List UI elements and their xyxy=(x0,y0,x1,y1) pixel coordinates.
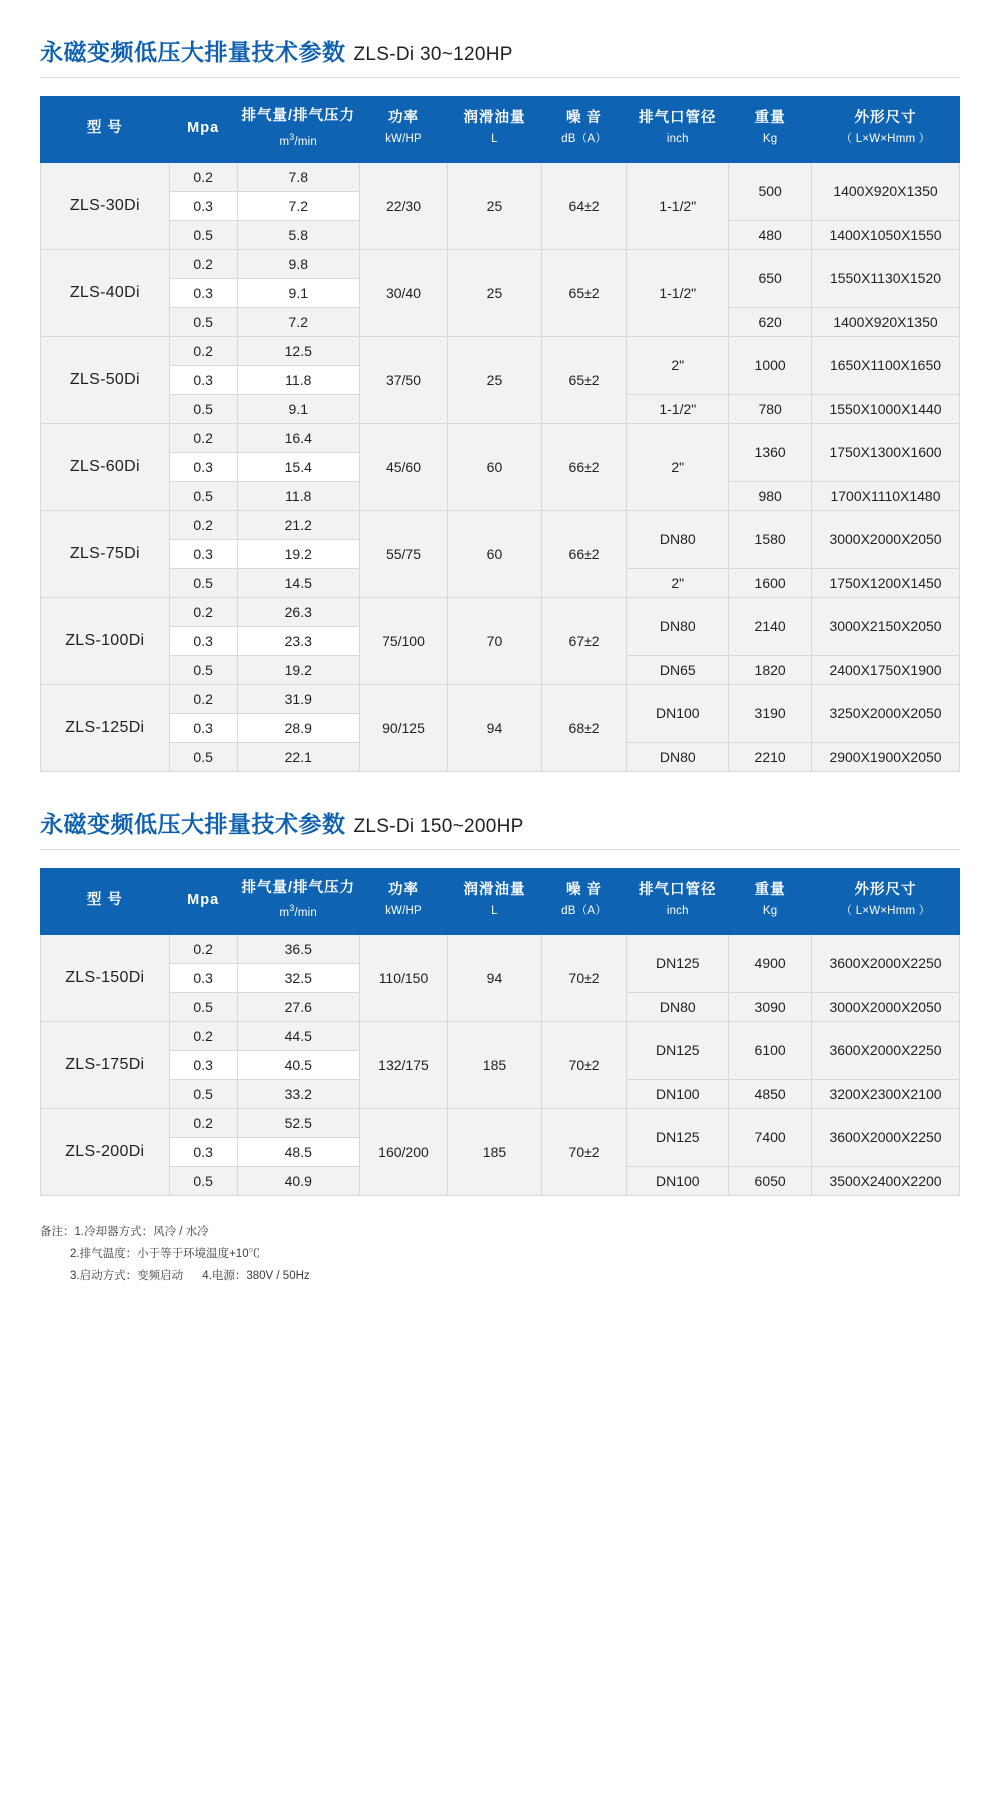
cell-noise: 70±2 xyxy=(541,1108,626,1195)
cell-mpa: 0.5 xyxy=(169,394,237,423)
spec-section-1 xyxy=(0,0,1000,772)
cell-weight: 4900 xyxy=(729,934,812,992)
cell-weight: 3190 xyxy=(729,684,812,742)
cell-model: ZLS-60Di xyxy=(41,423,170,510)
cell-outlet: DN125 xyxy=(627,934,729,992)
cell-flow: 15.4 xyxy=(237,452,359,481)
spec-section-2 xyxy=(0,772,1000,1196)
table-row xyxy=(41,934,960,963)
cell-power: 110/150 xyxy=(359,934,447,1021)
cell-mpa: 0.2 xyxy=(169,1021,237,1050)
cell-model: ZLS-200Di xyxy=(41,1108,170,1195)
spec-table-1-body xyxy=(41,162,960,771)
cell-model: ZLS-75Di xyxy=(41,510,170,597)
table-row xyxy=(41,1021,960,1050)
cell-power: 75/100 xyxy=(359,597,447,684)
cell-mpa: 0.3 xyxy=(169,1137,237,1166)
cell-oil: 60 xyxy=(448,423,542,510)
cell-power: 30/40 xyxy=(359,249,447,336)
table-row xyxy=(41,684,960,713)
cell-dimensions: 1700X1110X1480 xyxy=(811,481,959,510)
cell-dimensions: 3000X2000X2050 xyxy=(811,510,959,568)
cell-model: ZLS-40Di xyxy=(41,249,170,336)
cell-outlet: 2" xyxy=(627,423,729,510)
cell-flow: 36.5 xyxy=(237,934,359,963)
cell-noise: 68±2 xyxy=(541,684,626,771)
cell-dimensions: 3600X2000X2250 xyxy=(811,1021,959,1079)
cell-flow: 19.2 xyxy=(237,655,359,684)
spec-table-2-body xyxy=(41,934,960,1195)
cell-mpa: 0.2 xyxy=(169,423,237,452)
cell-outlet: 2" xyxy=(627,568,729,597)
cell-flow: 9.8 xyxy=(237,249,359,278)
cell-dimensions: 3500X2400X2200 xyxy=(811,1166,959,1195)
cell-mpa: 0.5 xyxy=(169,568,237,597)
cell-weight: 1600 xyxy=(729,568,812,597)
spec-table-1 xyxy=(40,96,960,772)
col-header-mpa: Mpa xyxy=(169,868,237,934)
cell-weight: 980 xyxy=(729,481,812,510)
col-header-power: 功率 kW/HP xyxy=(359,97,447,163)
cell-mpa: 0.2 xyxy=(169,1108,237,1137)
cell-noise: 70±2 xyxy=(541,934,626,1021)
cell-dimensions: 3000X2150X2050 xyxy=(811,597,959,655)
cell-flow: 40.9 xyxy=(237,1166,359,1195)
cell-weight: 6100 xyxy=(729,1021,812,1079)
cell-mpa: 0.2 xyxy=(169,336,237,365)
cell-mpa: 0.5 xyxy=(169,1079,237,1108)
cell-mpa: 0.3 xyxy=(169,713,237,742)
col-header-outlet: 排气口管径 inch xyxy=(627,868,729,934)
cell-noise: 70±2 xyxy=(541,1021,626,1108)
cell-dimensions: 1650X1100X1650 xyxy=(811,336,959,394)
cell-flow: 14.5 xyxy=(237,568,359,597)
cell-weight: 2210 xyxy=(729,742,812,771)
col-header-oil: 润滑油量 L xyxy=(448,97,542,163)
col-header-noise: 噪 音 dB（A） xyxy=(541,97,626,163)
cell-flow: 52.5 xyxy=(237,1108,359,1137)
cell-outlet: 1-1/2" xyxy=(627,162,729,249)
cell-weight: 1000 xyxy=(729,336,812,394)
cell-dimensions: 1550X1130X1520 xyxy=(811,249,959,307)
col-header-model: 型 号 xyxy=(41,868,170,934)
cell-power: 45/60 xyxy=(359,423,447,510)
cell-oil: 25 xyxy=(448,336,542,423)
cell-power: 55/75 xyxy=(359,510,447,597)
cell-outlet: DN125 xyxy=(627,1021,729,1079)
cell-mpa: 0.2 xyxy=(169,684,237,713)
cell-dimensions: 1400X1050X1550 xyxy=(811,220,959,249)
header-row xyxy=(41,868,960,934)
cell-dimensions: 1400X920X1350 xyxy=(811,162,959,220)
cell-flow: 19.2 xyxy=(237,539,359,568)
cell-flow: 23.3 xyxy=(237,626,359,655)
cell-dimensions: 3200X2300X2100 xyxy=(811,1079,959,1108)
cell-flow: 26.3 xyxy=(237,597,359,626)
spec-table-2 xyxy=(40,868,960,1196)
cell-outlet: DN100 xyxy=(627,684,729,742)
cell-weight: 620 xyxy=(729,307,812,336)
cell-noise: 67±2 xyxy=(541,597,626,684)
cell-flow: 5.8 xyxy=(237,220,359,249)
cell-dimensions: 1400X920X1350 xyxy=(811,307,959,336)
cell-flow: 28.9 xyxy=(237,713,359,742)
cell-oil: 185 xyxy=(448,1021,542,1108)
col-header-dimensions: 外形尺寸 （ L×W×Hmm ） xyxy=(811,97,959,163)
cell-mpa: 0.5 xyxy=(169,220,237,249)
table-row xyxy=(41,423,960,452)
cell-mpa: 0.5 xyxy=(169,742,237,771)
cell-flow: 21.2 xyxy=(237,510,359,539)
section-1-heading xyxy=(40,0,960,78)
table-row xyxy=(41,597,960,626)
cell-model: ZLS-30Di xyxy=(41,162,170,249)
col-header-power: 功率 kW/HP xyxy=(359,868,447,934)
cell-noise: 66±2 xyxy=(541,510,626,597)
cell-dimensions: 3250X2000X2050 xyxy=(811,684,959,742)
cell-power: 90/125 xyxy=(359,684,447,771)
cell-noise: 65±2 xyxy=(541,249,626,336)
table-row xyxy=(41,336,960,365)
cell-oil: 60 xyxy=(448,510,542,597)
cell-model: ZLS-125Di xyxy=(41,684,170,771)
col-header-weight: 重量 Kg xyxy=(729,868,812,934)
notes-block xyxy=(0,1196,1000,1288)
cell-mpa: 0.5 xyxy=(169,992,237,1021)
cell-noise: 64±2 xyxy=(541,162,626,249)
col-header-mpa: Mpa xyxy=(169,97,237,163)
cell-dimensions: 3600X2000X2250 xyxy=(811,1108,959,1166)
col-header-flow: 排气量/排气压力 $m^3/\min$ xyxy=(237,97,359,163)
cell-flow: 7.2 xyxy=(237,307,359,336)
note-line-3: 3.启动方式：变频启动 4.电源：380V / 50Hz xyxy=(70,1269,310,1282)
cell-model: ZLS-50Di xyxy=(41,336,170,423)
cell-oil: 94 xyxy=(448,934,542,1021)
cell-mpa: 0.3 xyxy=(169,365,237,394)
note-line-1: 备注：1.冷却器方式：风冷 / 水冷 xyxy=(40,1225,209,1238)
cell-mpa: 0.3 xyxy=(169,539,237,568)
cell-dimensions: 3600X2000X2250 xyxy=(811,934,959,992)
cell-flow: 7.8 xyxy=(237,162,359,191)
cell-flow: 12.5 xyxy=(237,336,359,365)
cell-dimensions: 2400X1750X1900 xyxy=(811,655,959,684)
cell-flow: 9.1 xyxy=(237,278,359,307)
section-2-title-en: ZLS-Di 150~200HP xyxy=(353,815,524,837)
cell-weight: 2140 xyxy=(729,597,812,655)
cell-outlet: DN80 xyxy=(627,742,729,771)
col-header-noise: 噪 音 dB（A） xyxy=(541,868,626,934)
cell-mpa: 0.3 xyxy=(169,1050,237,1079)
cell-flow: 32.5 xyxy=(237,963,359,992)
section-2-heading xyxy=(40,772,960,850)
cell-mpa: 0.3 xyxy=(169,191,237,220)
cell-mpa: 0.3 xyxy=(169,278,237,307)
table-row xyxy=(41,510,960,539)
col-header-model: 型 号 xyxy=(41,97,170,163)
cell-flow: 27.6 xyxy=(237,992,359,1021)
cell-flow: 40.5 xyxy=(237,1050,359,1079)
col-header-dimensions: 外形尺寸 （ L×W×Hmm ） xyxy=(811,868,959,934)
table-row xyxy=(41,162,960,191)
table-row xyxy=(41,1108,960,1137)
cell-mpa: 0.3 xyxy=(169,963,237,992)
cell-model: ZLS-150Di xyxy=(41,934,170,1021)
section-1-title-en: ZLS-Di 30~120HP xyxy=(353,44,513,65)
cell-flow: 48.5 xyxy=(237,1137,359,1166)
cell-mpa: 0.5 xyxy=(169,307,237,336)
cell-outlet: DN65 xyxy=(627,655,729,684)
cell-weight: 1360 xyxy=(729,423,812,481)
section-1-title-zh: 永磁变频低压大排量技术参数 xyxy=(40,39,346,65)
cell-oil: 25 xyxy=(448,162,542,249)
cell-model: ZLS-100Di xyxy=(41,597,170,684)
header-row xyxy=(41,97,960,163)
cell-flow: 7.2 xyxy=(237,191,359,220)
cell-dimensions: 2900X1900X2050 xyxy=(811,742,959,771)
cell-oil: 70 xyxy=(448,597,542,684)
spec-table-2-header xyxy=(41,868,960,934)
cell-flow: 11.8 xyxy=(237,365,359,394)
cell-outlet: DN80 xyxy=(627,992,729,1021)
cell-power: 22/30 xyxy=(359,162,447,249)
cell-dimensions: 1550X1000X1440 xyxy=(811,394,959,423)
cell-flow: 9.1 xyxy=(237,394,359,423)
cell-mpa: 0.3 xyxy=(169,626,237,655)
col-header-oil: 润滑油量 L xyxy=(448,868,542,934)
cell-dimensions: 3000X2000X2050 xyxy=(811,992,959,1021)
cell-weight: 1820 xyxy=(729,655,812,684)
cell-power: 37/50 xyxy=(359,336,447,423)
note-line-2: 2.排气温度：小于等于环境温度+10℃ xyxy=(70,1247,261,1260)
cell-flow: 22.1 xyxy=(237,742,359,771)
cell-flow: 33.2 xyxy=(237,1079,359,1108)
col-header-outlet: 排气口管径 inch xyxy=(627,97,729,163)
cell-oil: 25 xyxy=(448,249,542,336)
cell-outlet: DN80 xyxy=(627,510,729,568)
cell-dimensions: 1750X1200X1450 xyxy=(811,568,959,597)
cell-oil: 185 xyxy=(448,1108,542,1195)
cell-mpa: 0.2 xyxy=(169,510,237,539)
cell-oil: 94 xyxy=(448,684,542,771)
cell-weight: 480 xyxy=(729,220,812,249)
cell-weight: 6050 xyxy=(729,1166,812,1195)
cell-weight: 3090 xyxy=(729,992,812,1021)
cell-outlet: 1-1/2" xyxy=(627,394,729,423)
cell-mpa: 0.2 xyxy=(169,934,237,963)
cell-weight: 780 xyxy=(729,394,812,423)
cell-mpa: 0.5 xyxy=(169,1166,237,1195)
cell-model: ZLS-175Di xyxy=(41,1021,170,1108)
cell-weight: 650 xyxy=(729,249,812,307)
cell-power: 132/175 xyxy=(359,1021,447,1108)
cell-noise: 66±2 xyxy=(541,423,626,510)
cell-outlet: DN100 xyxy=(627,1079,729,1108)
cell-mpa: 0.2 xyxy=(169,162,237,191)
cell-weight: 4850 xyxy=(729,1079,812,1108)
col-header-flow: 排气量/排气压力 $m^3/\min$ xyxy=(237,868,359,934)
cell-dimensions: 1750X1300X1600 xyxy=(811,423,959,481)
cell-mpa: 0.5 xyxy=(169,655,237,684)
cell-flow: 11.8 xyxy=(237,481,359,510)
cell-outlet: DN80 xyxy=(627,597,729,655)
cell-outlet: DN100 xyxy=(627,1166,729,1195)
cell-flow: 44.5 xyxy=(237,1021,359,1050)
cell-mpa: 0.2 xyxy=(169,249,237,278)
cell-power: 160/200 xyxy=(359,1108,447,1195)
cell-weight: 500 xyxy=(729,162,812,220)
section-2-title-zh: 永磁变频低压大排量技术参数 xyxy=(40,810,346,837)
cell-noise: 65±2 xyxy=(541,336,626,423)
cell-outlet: DN125 xyxy=(627,1108,729,1166)
cell-flow: 16.4 xyxy=(237,423,359,452)
cell-mpa: 0.3 xyxy=(169,452,237,481)
cell-mpa: 0.2 xyxy=(169,597,237,626)
cell-outlet: 1-1/2" xyxy=(627,249,729,336)
cell-weight: 1580 xyxy=(729,510,812,568)
cell-mpa: 0.5 xyxy=(169,481,237,510)
spec-table-1-header xyxy=(41,97,960,163)
col-header-weight: 重量 Kg xyxy=(729,97,812,163)
cell-outlet: 2" xyxy=(627,336,729,394)
cell-flow: 31.9 xyxy=(237,684,359,713)
cell-weight: 7400 xyxy=(729,1108,812,1166)
table-row xyxy=(41,249,960,278)
